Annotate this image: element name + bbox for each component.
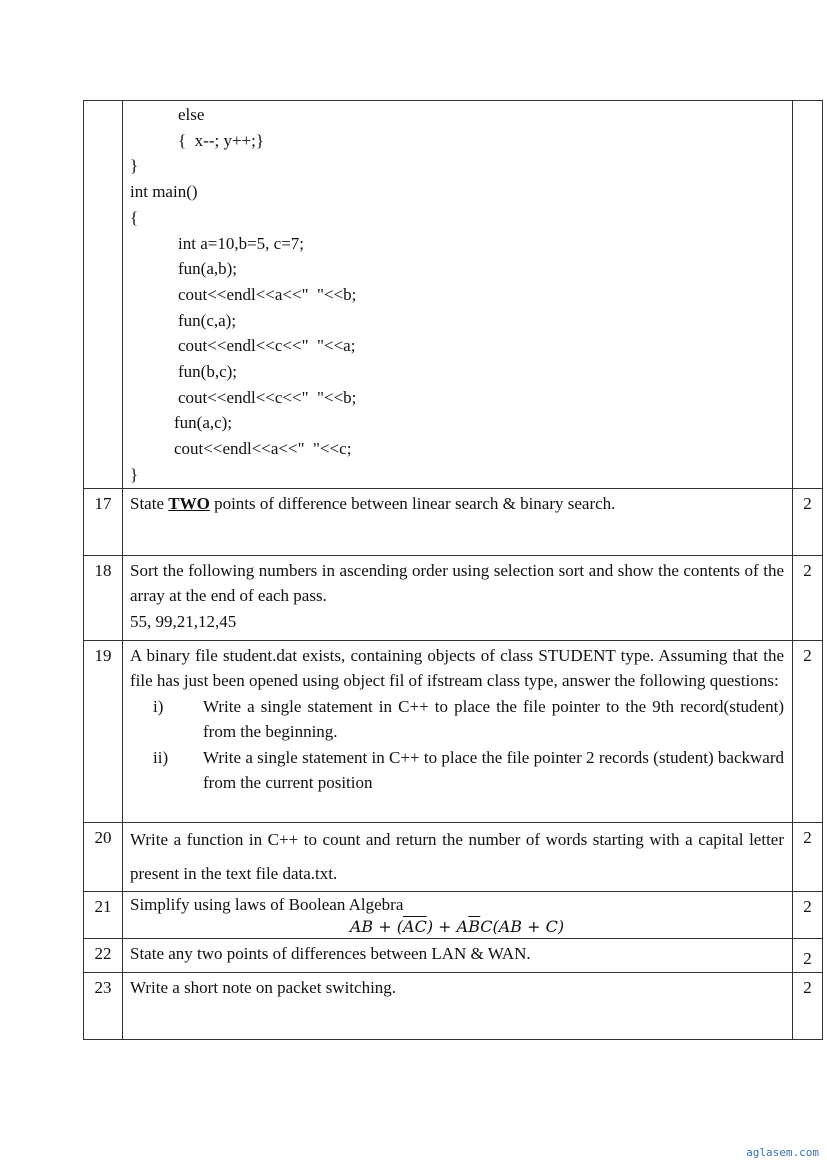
- code-line: }: [130, 464, 139, 484]
- code-line: else: [178, 105, 205, 124]
- marks: 2: [793, 555, 823, 640]
- question-number: 19: [84, 640, 123, 822]
- question-row-19: [84, 640, 823, 822]
- code-line: int main(): [130, 182, 198, 202]
- watermark[interactable]: aglasem.com: [746, 1146, 819, 1159]
- text: Sort the following numbers in ascending order using selection sort and show the contents of the array at the end of each pass.: [130, 560, 784, 606]
- table-row: [84, 101, 823, 489]
- code-line: fun(a,c);: [174, 413, 233, 433]
- question-row-20: [84, 822, 823, 891]
- number-list: 55, 99,21,12,45: [130, 611, 237, 631]
- sub-question: [130, 694, 784, 745]
- question-text: [123, 891, 793, 938]
- marks: 2: [793, 891, 823, 938]
- question-number: 23: [84, 972, 123, 1039]
- question-text: Write a short note on packet switching.: [123, 972, 793, 1039]
- question-number: 17: [84, 488, 123, 555]
- marks: 2: [793, 972, 823, 1039]
- question-text: [123, 488, 793, 555]
- question-row-21: [84, 891, 823, 938]
- text: points of difference between linear search & binary search.: [209, 493, 616, 513]
- question-text: Write a function in C++ to count and return the number of words starting with a capital letter present in the text file data.txt.: [123, 822, 793, 891]
- boolean-expression: [130, 916, 784, 938]
- math: $\overline{B}$: [468, 916, 481, 936]
- code-line: { x--; y++;}: [178, 130, 265, 150]
- code-line: {: [130, 207, 139, 227]
- sub-question: [130, 745, 784, 796]
- roman-numeral: ii): [153, 747, 169, 767]
- marks: 2: [793, 938, 823, 972]
- code-line: cout<<endl<<a<<" "<<b;: [178, 284, 357, 304]
- roman-numeral: i): [153, 696, 164, 716]
- code-line: int a=10,b=5, c=7;: [178, 233, 305, 253]
- question-text: [123, 555, 793, 640]
- marks: 2: [793, 640, 823, 822]
- text: Simplify using laws of Boolean Algebra: [130, 894, 404, 914]
- math: ) + A: [426, 916, 469, 936]
- emphasis: TWO: [168, 493, 210, 513]
- marks: 2: [793, 822, 823, 891]
- code-line: cout<<endl<<c<<" "<<a;: [178, 336, 356, 356]
- question-row-18: [84, 555, 823, 640]
- question-row-17: [84, 488, 823, 555]
- math: AB + (: [349, 916, 404, 936]
- question-row-22: [84, 938, 823, 972]
- marks: 2: [793, 488, 823, 555]
- question-number: 20: [84, 822, 123, 891]
- code-block: [123, 101, 793, 489]
- code-line: }: [130, 156, 139, 176]
- math: C(AB + C): [480, 916, 565, 936]
- code-line: cout<<endl<<c<<" "<<b;: [178, 387, 357, 407]
- code-line: fun(b,c);: [178, 362, 238, 382]
- code-line: fun(c,a);: [178, 310, 237, 330]
- question-row-23: [84, 972, 823, 1039]
- question-number: 22: [84, 938, 123, 972]
- question-text: State any two points of differences between LAN & WAN.: [123, 938, 793, 972]
- question-number: 18: [84, 555, 123, 640]
- code-line: cout<<endl<<a<<" "<<c;: [174, 439, 352, 459]
- math: $\overline{AC}$: [403, 916, 427, 936]
- text: Write a single statement in C++ to place the file pointer 2 records (student) backward from the current position: [203, 747, 784, 793]
- text: A binary file student.dat exists, containing objects of class STUDENT type. Assuming that the file has just been opened using object fil of ifstream class type, answer the following questions:: [130, 645, 784, 691]
- question-number: 21: [84, 891, 123, 938]
- text: Write a single statement in C++ to place the file pointer to the 9th record(student) from the beginning.: [203, 696, 784, 742]
- code-line: fun(a,b);: [178, 259, 238, 279]
- text: State: [130, 493, 169, 513]
- question-table: [83, 100, 823, 1040]
- question-text: [123, 640, 793, 822]
